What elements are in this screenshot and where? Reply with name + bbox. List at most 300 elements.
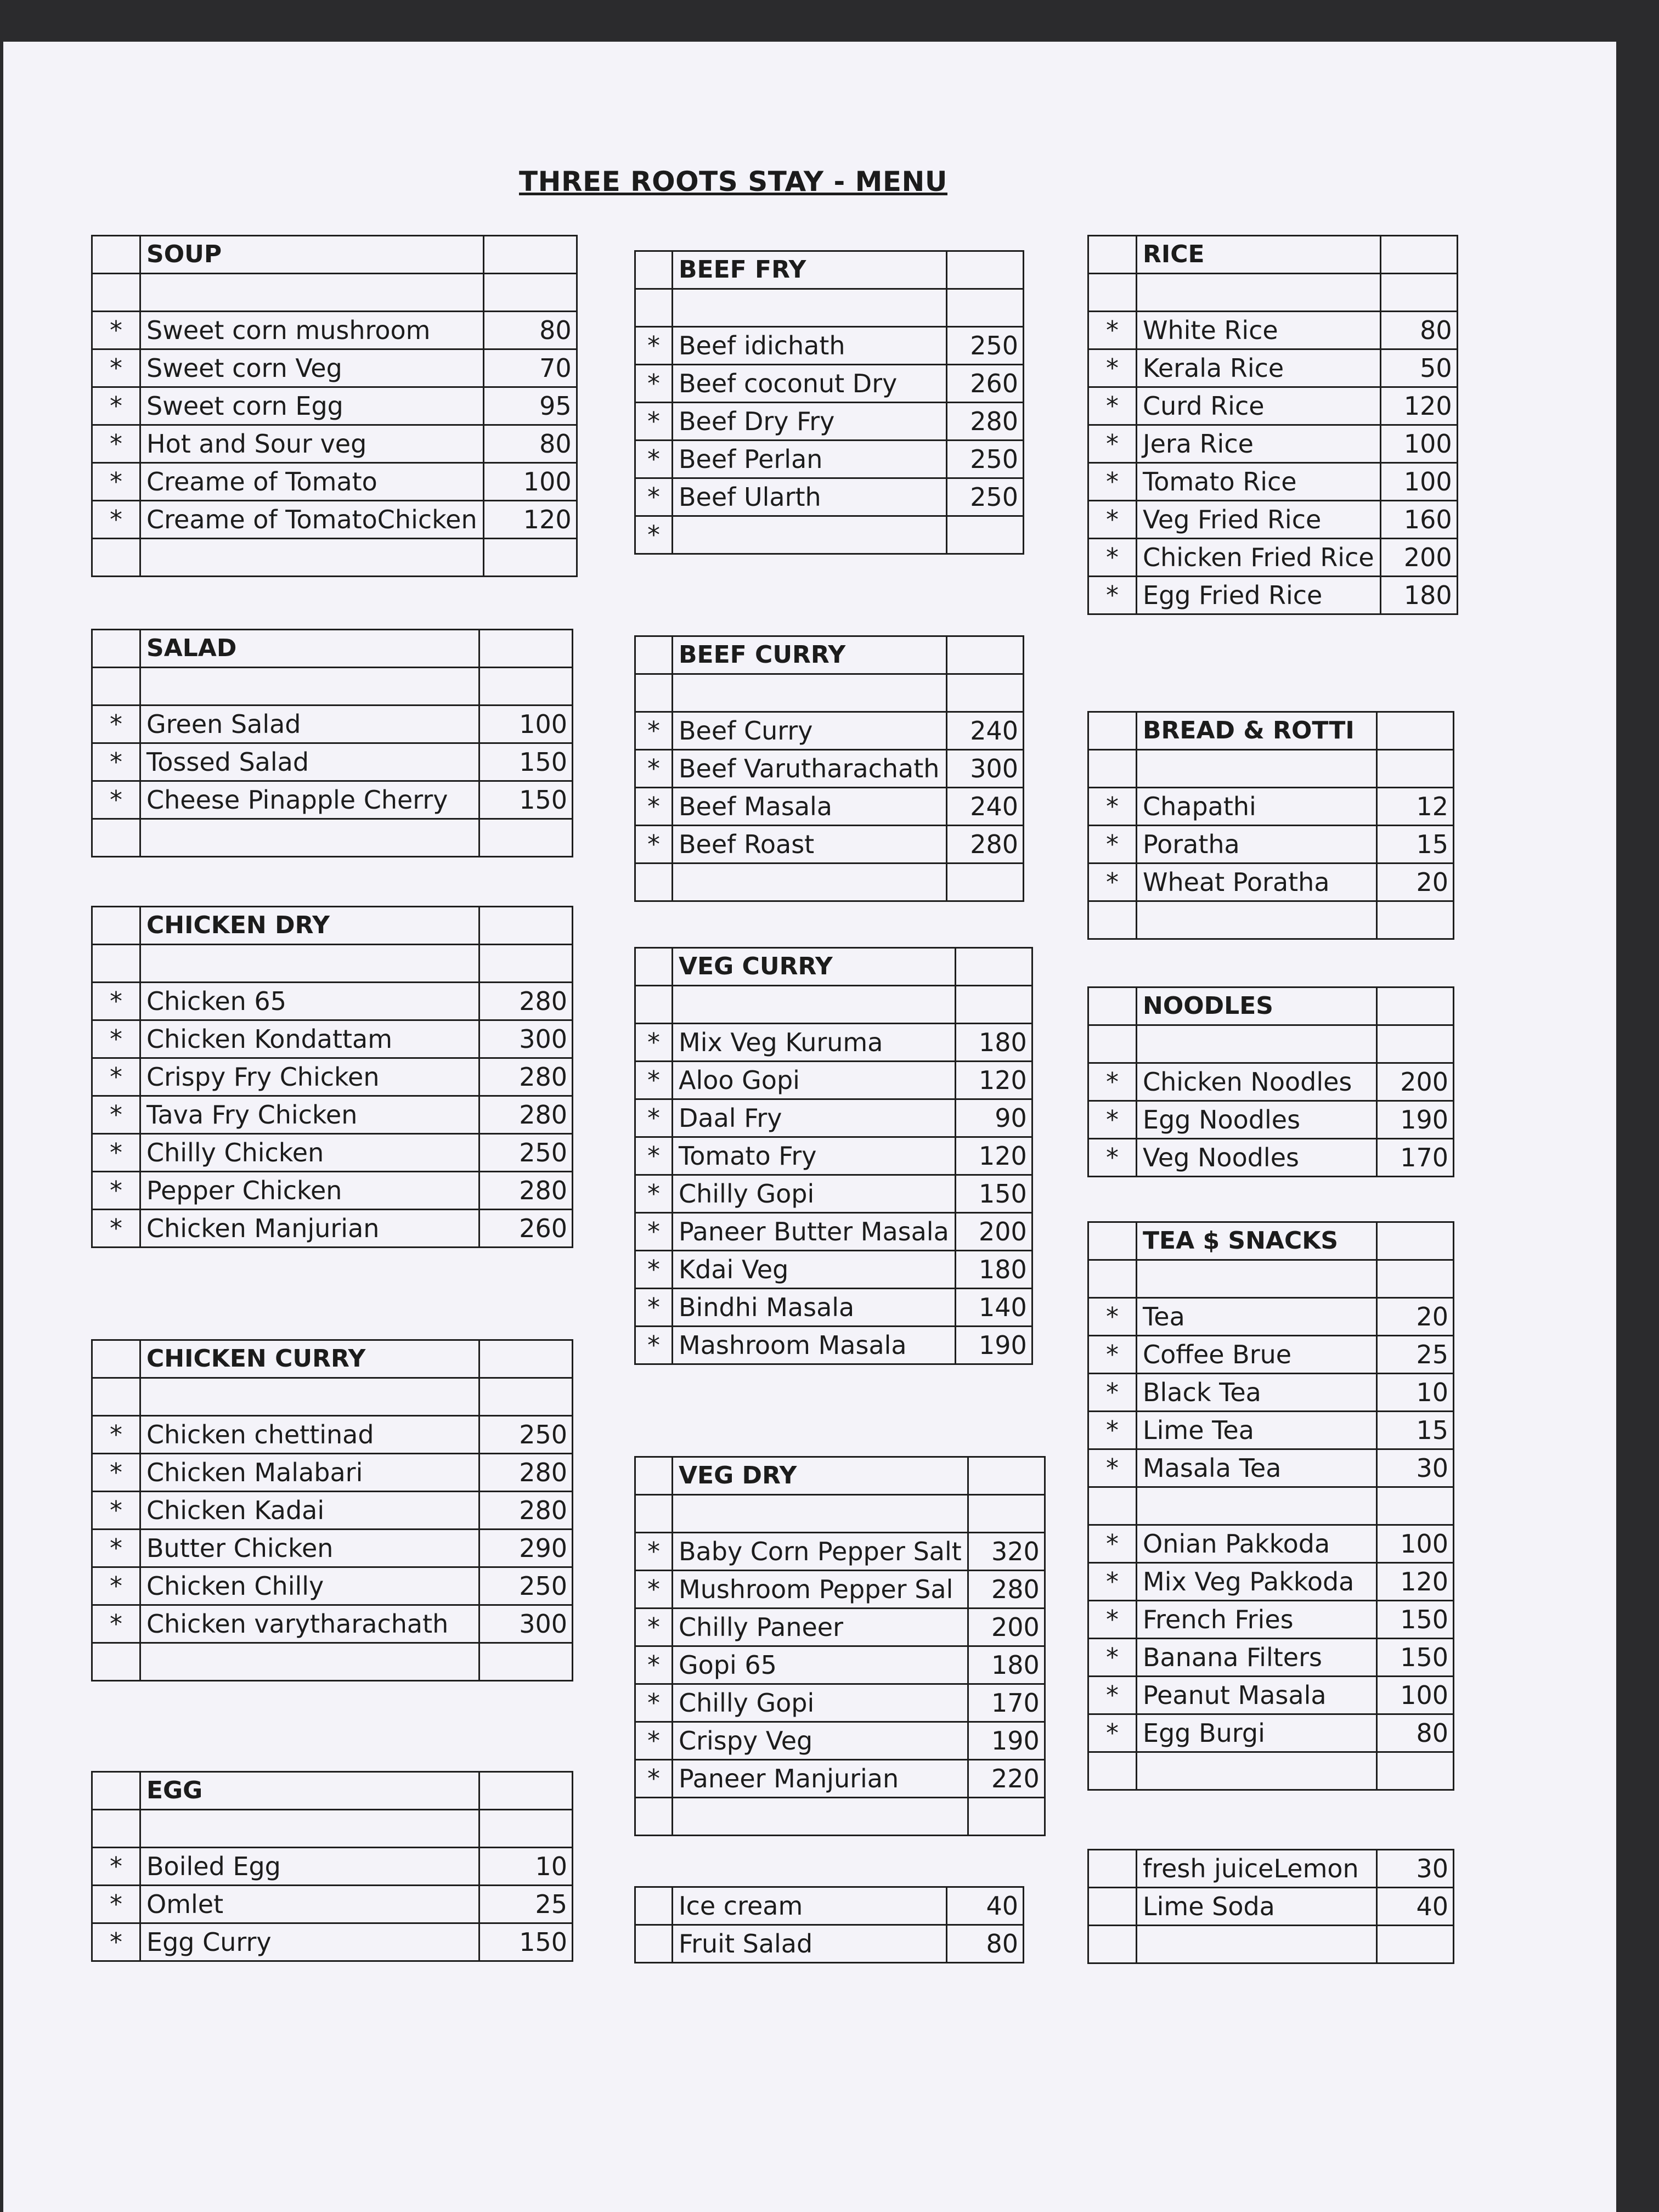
item-name xyxy=(673,516,947,554)
blank-row xyxy=(635,864,1024,901)
star-marker: * xyxy=(1088,864,1137,901)
star-marker: * xyxy=(635,1137,673,1175)
star-marker: * xyxy=(1088,387,1137,425)
menu-item-row xyxy=(1088,1601,1454,1639)
menu-item-row xyxy=(635,1213,1032,1251)
star-marker: * xyxy=(92,1605,140,1643)
item-price: 280 xyxy=(479,1454,573,1492)
item-name xyxy=(673,1495,968,1533)
section-heading: CHICKEN CURRY xyxy=(140,1340,479,1378)
star-marker xyxy=(1088,901,1137,939)
star-marker xyxy=(92,819,140,857)
item-name: Bindhi Masala xyxy=(673,1289,956,1327)
blank-row xyxy=(1088,274,1458,312)
star-marker xyxy=(635,636,673,674)
star-marker: * xyxy=(92,1134,140,1172)
menu-item-row xyxy=(92,463,577,501)
item-price: 250 xyxy=(479,1134,573,1172)
star-marker: * xyxy=(92,1886,140,1923)
menu-item-row xyxy=(635,788,1024,826)
menu-item-row xyxy=(635,1062,1032,1099)
menu-item-row xyxy=(1088,349,1458,387)
star-marker xyxy=(1088,1926,1137,1963)
item-price: 300 xyxy=(479,1020,573,1058)
item-price: 200 xyxy=(955,1213,1032,1251)
section-chicken-curry-table xyxy=(91,1339,573,1681)
item-name: Beef Masala xyxy=(673,788,947,826)
item-name: Egg Curry xyxy=(140,1923,479,1961)
menu-item-row xyxy=(1088,1449,1454,1487)
item-name: Egg Fried Rice xyxy=(1137,577,1381,614)
item-price: 95 xyxy=(483,387,577,425)
section-desserts-table xyxy=(634,1886,1024,1963)
item-price: 80 xyxy=(483,425,577,463)
star-marker: * xyxy=(635,1327,673,1364)
menu-item-row xyxy=(92,501,577,539)
item-name: White Rice xyxy=(1137,312,1381,349)
section-beef-fry-table xyxy=(634,250,1024,555)
item-price: 170 xyxy=(1377,1139,1454,1177)
menu-item-row xyxy=(635,365,1024,403)
section-heading-row xyxy=(92,907,573,945)
menu-item-row xyxy=(1088,1139,1454,1177)
menu-item-row xyxy=(1088,1374,1454,1412)
item-name: Beef Curry xyxy=(673,712,947,750)
item-name: Tossed Salad xyxy=(140,743,479,781)
star-marker xyxy=(92,907,140,945)
menu-item-row xyxy=(92,781,573,819)
star-marker: * xyxy=(92,743,140,781)
item-price xyxy=(1377,1222,1454,1260)
menu-item-row xyxy=(635,1533,1045,1571)
item-price: 290 xyxy=(479,1530,573,1567)
section-tea-snacks-table xyxy=(1087,1221,1454,1791)
menu-item-row xyxy=(1088,425,1458,463)
section-heading-row xyxy=(1088,712,1454,750)
item-name xyxy=(140,668,479,706)
section-veg-curry-table xyxy=(634,947,1033,1365)
item-name xyxy=(1137,1025,1377,1063)
menu-item-row xyxy=(1088,1563,1454,1601)
section-rice-table xyxy=(1087,235,1458,615)
star-marker xyxy=(635,986,673,1024)
section-noodles-table xyxy=(1087,986,1454,1177)
item-name: Lime Tea xyxy=(1137,1412,1377,1449)
star-marker xyxy=(1088,1222,1137,1260)
item-price: 180 xyxy=(1380,577,1457,614)
menu-item-row xyxy=(1088,1101,1454,1139)
star-marker: * xyxy=(635,441,673,478)
item-price: 250 xyxy=(947,327,1024,365)
blank-row xyxy=(92,945,573,983)
item-name: Chicken Kondattam xyxy=(140,1020,479,1058)
item-price: 150 xyxy=(479,743,573,781)
item-price xyxy=(955,948,1032,986)
item-price xyxy=(479,907,573,945)
star-marker: * xyxy=(92,425,140,463)
item-name: Fruit Salad xyxy=(673,1925,947,1963)
star-marker: * xyxy=(1088,1525,1137,1563)
item-name: Creame of Tomato xyxy=(140,463,484,501)
item-name: Hot and Sour veg xyxy=(140,425,484,463)
item-price xyxy=(479,630,573,668)
item-name: Chilly Gopi xyxy=(673,1684,968,1722)
item-name xyxy=(1137,1487,1377,1525)
star-marker xyxy=(92,1810,140,1848)
menu-item-row xyxy=(92,1492,573,1530)
item-price: 100 xyxy=(483,463,577,501)
item-price: 80 xyxy=(947,1925,1024,1963)
item-price: 280 xyxy=(479,983,573,1020)
star-marker: * xyxy=(92,1454,140,1492)
menu-item-row xyxy=(92,1454,573,1492)
section-heading-row xyxy=(635,251,1024,289)
star-marker xyxy=(92,945,140,983)
item-name: Beef Varutharachath xyxy=(673,750,947,788)
item-name xyxy=(1137,750,1377,788)
item-name: Kdai Veg xyxy=(673,1251,956,1289)
item-price: 120 xyxy=(483,501,577,539)
item-name: Chilly Gopi xyxy=(673,1175,956,1213)
star-marker: * xyxy=(635,1609,673,1646)
item-name: Chicken Manjurian xyxy=(140,1210,479,1248)
menu-item-row xyxy=(635,1327,1032,1364)
item-price: 260 xyxy=(479,1210,573,1248)
item-price: 280 xyxy=(479,1172,573,1210)
item-price: 200 xyxy=(1377,1063,1454,1101)
star-marker xyxy=(635,864,673,901)
item-price: 40 xyxy=(1377,1888,1454,1926)
section-heading: CHICKEN DRY xyxy=(140,907,479,945)
item-name: Beef Perlan xyxy=(673,441,947,478)
section-heading: BEEF FRY xyxy=(673,251,947,289)
item-price: 90 xyxy=(955,1099,1032,1137)
star-marker: * xyxy=(635,1646,673,1684)
item-name: Poratha xyxy=(1137,826,1377,864)
item-name: Omlet xyxy=(140,1886,479,1923)
item-price: 150 xyxy=(955,1175,1032,1213)
star-marker: * xyxy=(92,1020,140,1058)
item-name: Beef idichath xyxy=(673,327,947,365)
star-marker xyxy=(635,1457,673,1495)
star-marker: * xyxy=(635,516,673,554)
section-heading-row xyxy=(92,1340,573,1378)
star-marker: * xyxy=(1088,463,1137,501)
item-price: 20 xyxy=(1377,864,1454,901)
menu-item-row xyxy=(1088,864,1454,901)
item-name: Veg Fried Rice xyxy=(1137,501,1381,539)
menu-item-row xyxy=(635,1925,1024,1963)
item-price: 15 xyxy=(1377,1412,1454,1449)
section-heading: NOODLES xyxy=(1137,988,1377,1025)
item-name xyxy=(1137,901,1377,939)
item-price: 170 xyxy=(968,1684,1045,1722)
item-name: Chicken Kadai xyxy=(140,1492,479,1530)
item-price xyxy=(479,668,573,706)
star-marker xyxy=(635,948,673,986)
star-marker xyxy=(92,1643,140,1681)
section-heading: SOUP xyxy=(140,236,484,274)
blank-row xyxy=(1088,1260,1454,1298)
star-marker: * xyxy=(1088,1139,1137,1177)
menu-item-row xyxy=(635,1760,1045,1798)
item-price: 20 xyxy=(1377,1298,1454,1336)
item-price xyxy=(947,251,1024,289)
star-marker: * xyxy=(1088,349,1137,387)
item-name: Crispy Fry Chicken xyxy=(140,1058,479,1096)
menu-item-row xyxy=(635,478,1024,516)
star-marker: * xyxy=(92,1210,140,1248)
star-marker xyxy=(92,1378,140,1416)
menu-item-row xyxy=(635,403,1024,441)
menu-item-row xyxy=(635,1887,1024,1925)
blank-row xyxy=(92,539,577,577)
item-name: Sweet corn mushroom xyxy=(140,312,484,349)
item-price xyxy=(968,1798,1045,1836)
item-name: Crispy Veg xyxy=(673,1722,968,1760)
item-price xyxy=(1377,1752,1454,1790)
item-price: 240 xyxy=(947,712,1024,750)
star-marker: * xyxy=(1088,425,1137,463)
star-marker xyxy=(92,539,140,577)
menu-item-row xyxy=(1088,1336,1454,1374)
menu-item-row xyxy=(1088,1063,1454,1101)
menu-item-row xyxy=(635,1024,1032,1062)
menu-item-row xyxy=(635,1137,1032,1175)
menu-item-row xyxy=(92,349,577,387)
item-name xyxy=(140,1643,479,1681)
item-price: 140 xyxy=(955,1289,1032,1327)
star-marker xyxy=(635,674,673,712)
star-marker: * xyxy=(92,1058,140,1096)
item-price: 300 xyxy=(947,750,1024,788)
star-marker: * xyxy=(1088,1412,1137,1449)
star-marker: * xyxy=(92,501,140,539)
menu-item-row xyxy=(1088,1487,1454,1525)
item-price: 25 xyxy=(479,1886,573,1923)
star-marker xyxy=(635,1887,673,1925)
star-marker xyxy=(1088,1487,1137,1525)
blank-row xyxy=(635,289,1024,327)
blank-row xyxy=(92,1643,573,1681)
blank-row xyxy=(1088,750,1454,788)
menu-item-row xyxy=(92,425,577,463)
star-marker: * xyxy=(92,983,140,1020)
star-marker xyxy=(635,289,673,327)
item-price: 100 xyxy=(1380,463,1457,501)
section-heading: BREAD & ROTTI xyxy=(1137,712,1377,750)
star-marker xyxy=(1088,988,1137,1025)
item-name: Peanut Masala xyxy=(1137,1677,1377,1714)
item-price: 120 xyxy=(955,1137,1032,1175)
star-marker: * xyxy=(1088,1374,1137,1412)
star-marker: * xyxy=(635,712,673,750)
item-name: Creame of TomatoChicken xyxy=(140,501,484,539)
menu-item-row xyxy=(92,1096,573,1134)
section-heading: RICE xyxy=(1137,236,1381,274)
item-price: 280 xyxy=(968,1571,1045,1609)
menu-item-row xyxy=(92,1210,573,1248)
item-name: Kerala Rice xyxy=(1137,349,1381,387)
item-price: 30 xyxy=(1377,1449,1454,1487)
item-price xyxy=(1377,1260,1454,1298)
item-price: 280 xyxy=(479,1058,573,1096)
item-name: Beef coconut Dry xyxy=(673,365,947,403)
star-marker: * xyxy=(1088,1639,1137,1677)
section-egg-table xyxy=(91,1771,573,1962)
item-name: Beef Ularth xyxy=(673,478,947,516)
star-marker xyxy=(1088,750,1137,788)
item-price xyxy=(947,864,1024,901)
menu-item-row xyxy=(1088,1525,1454,1563)
star-marker: * xyxy=(1088,826,1137,864)
star-marker: * xyxy=(635,1213,673,1251)
star-marker: * xyxy=(635,1533,673,1571)
item-price: 12 xyxy=(1377,788,1454,826)
star-marker: * xyxy=(92,1530,140,1567)
star-marker xyxy=(1088,1888,1137,1926)
item-price: 250 xyxy=(947,478,1024,516)
section-veg-dry-table xyxy=(634,1456,1046,1836)
star-marker: * xyxy=(92,349,140,387)
blank-row xyxy=(1088,1752,1454,1790)
item-name: Baby Corn Pepper Salt xyxy=(673,1533,968,1571)
item-price: 200 xyxy=(1380,539,1457,577)
menu-item-row xyxy=(635,1609,1045,1646)
star-marker: * xyxy=(1088,1336,1137,1374)
menu-item-row xyxy=(635,1251,1032,1289)
section-heading: BEEF CURRY xyxy=(673,636,947,674)
star-marker xyxy=(92,274,140,312)
item-price: 50 xyxy=(1380,349,1457,387)
blank-row xyxy=(92,1810,573,1848)
menu-item-row xyxy=(1088,312,1458,349)
section-heading: VEG CURRY xyxy=(673,948,956,986)
item-name: Veg Noodles xyxy=(1137,1139,1377,1177)
item-price: 250 xyxy=(947,441,1024,478)
item-name xyxy=(673,289,947,327)
star-marker: * xyxy=(635,788,673,826)
menu-item-row xyxy=(92,1848,573,1886)
star-marker: * xyxy=(92,1923,140,1961)
menu-item-row xyxy=(92,1020,573,1058)
section-heading: SALAD xyxy=(140,630,479,668)
item-name xyxy=(673,986,956,1024)
star-marker: * xyxy=(635,1099,673,1137)
item-price: 100 xyxy=(479,706,573,743)
star-marker xyxy=(635,1798,673,1836)
blank-row xyxy=(1088,901,1454,939)
section-heading-row xyxy=(92,630,573,668)
item-name xyxy=(140,1810,479,1848)
item-price xyxy=(947,516,1024,554)
item-name: Cheese Pinapple Cherry xyxy=(140,781,479,819)
section-heading-row xyxy=(1088,1222,1454,1260)
menu-item-row xyxy=(1088,387,1458,425)
star-marker: * xyxy=(635,478,673,516)
star-marker xyxy=(92,236,140,274)
item-name xyxy=(673,674,947,712)
star-marker: * xyxy=(1088,577,1137,614)
item-name: Chicken chettinad xyxy=(140,1416,479,1454)
item-name: Wheat Poratha xyxy=(1137,864,1377,901)
star-marker: * xyxy=(1088,1677,1137,1714)
item-price xyxy=(955,986,1032,1024)
item-name xyxy=(1137,1926,1377,1963)
item-price: 80 xyxy=(1377,1714,1454,1752)
item-price xyxy=(479,1772,573,1810)
item-price xyxy=(483,236,577,274)
star-marker: * xyxy=(1088,1298,1137,1336)
blank-row xyxy=(1088,1926,1454,1963)
item-price: 120 xyxy=(1377,1563,1454,1601)
menu-item-row xyxy=(92,1886,573,1923)
section-heading-row xyxy=(92,236,577,274)
menu-item-row xyxy=(92,1416,573,1454)
star-marker: * xyxy=(92,1492,140,1530)
star-marker: * xyxy=(92,1172,140,1210)
item-price: 10 xyxy=(1377,1374,1454,1412)
item-name: Ice cream xyxy=(673,1887,947,1925)
star-marker: * xyxy=(635,403,673,441)
blank-row xyxy=(1088,1025,1454,1063)
section-beef-curry-table xyxy=(634,635,1024,902)
item-price: 190 xyxy=(1377,1101,1454,1139)
item-price: 240 xyxy=(947,788,1024,826)
menu-item-row xyxy=(635,327,1024,365)
item-price xyxy=(483,274,577,312)
star-marker xyxy=(1088,1260,1137,1298)
item-name: Lime Soda xyxy=(1137,1888,1377,1926)
item-price xyxy=(479,1340,573,1378)
menu-item-row xyxy=(1088,826,1454,864)
item-name: Chicken Chilly xyxy=(140,1567,479,1605)
star-marker: * xyxy=(92,463,140,501)
item-price: 260 xyxy=(947,365,1024,403)
item-name: Green Salad xyxy=(140,706,479,743)
section-salad-table xyxy=(91,629,573,857)
section-soup-table xyxy=(91,235,578,577)
item-price: 120 xyxy=(1380,387,1457,425)
star-marker: * xyxy=(635,1175,673,1213)
item-name: Beef Dry Fry xyxy=(673,403,947,441)
section-heading: VEG DRY xyxy=(673,1457,968,1495)
item-name: Banana Filters xyxy=(1137,1639,1377,1677)
star-marker xyxy=(1088,1850,1137,1888)
menu-item-row xyxy=(92,387,577,425)
menu-item-row xyxy=(635,1646,1045,1684)
item-name: Sweet corn Veg xyxy=(140,349,484,387)
item-price: 80 xyxy=(1380,312,1457,349)
section-heading-row xyxy=(1088,236,1458,274)
star-marker: * xyxy=(1088,501,1137,539)
item-price: 200 xyxy=(968,1609,1045,1646)
star-marker xyxy=(635,1495,673,1533)
star-marker: * xyxy=(92,1096,140,1134)
menu-item-row xyxy=(635,826,1024,864)
item-price xyxy=(1377,712,1454,750)
blank-row xyxy=(635,986,1032,1024)
item-name: Paneer Manjurian xyxy=(673,1760,968,1798)
item-name: Sweet corn Egg xyxy=(140,387,484,425)
menu-item-row xyxy=(635,516,1024,554)
item-name: Egg Noodles xyxy=(1137,1101,1377,1139)
menu-item-row xyxy=(92,312,577,349)
section-heading-row xyxy=(635,1457,1045,1495)
menu-item-row xyxy=(635,1684,1045,1722)
item-price xyxy=(947,636,1024,674)
item-price: 30 xyxy=(1377,1850,1454,1888)
